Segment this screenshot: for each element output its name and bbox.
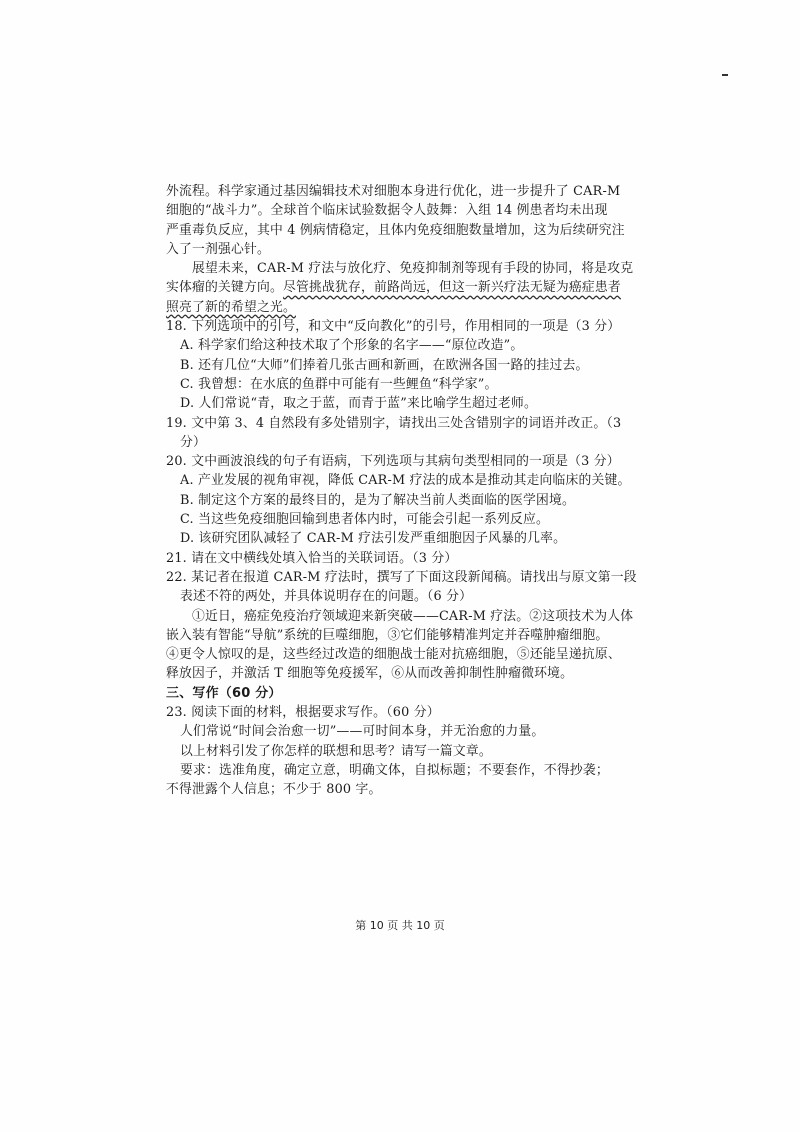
writing-prompt: 以上材料引发了你怎样的联想和思考？请写一篇文章。: [180, 743, 492, 759]
page-footer: 第 10 页 共 10 页: [355, 919, 445, 932]
option-b: B. 制定这个方案的最终目的，是为了解决当前人类面临的医学困境。: [180, 492, 576, 508]
section-title: 三、写作（60 分）: [166, 685, 282, 701]
page-content: [166, 182, 640, 800]
passage-line: ①近日，癌症免疫治疗领域迎来新突破——CAR-M 疗法。②这项技术为人体: [192, 608, 634, 624]
wavy-underlined-sentence: 照亮了新的希望之光。: [166, 299, 296, 315]
passage-line: 嵌入装有智能“导航”系统的巨噬细胞，③它们能够精准判定并吞噬肿瘤细胞。: [166, 627, 609, 643]
article-paragraph-2: [166, 259, 640, 317]
option-b: B. 还有几位“大师”们捧着几张古画和新画，在欧洲各国一路的挂过去。: [180, 357, 589, 373]
question-stem: 20. 文中画波浪线的句子有语病，下列选项与其病句类型相同的一项是（3 分）: [166, 454, 620, 470]
question-19: [166, 414, 640, 453]
text-line: [166, 298, 640, 317]
plain-text: 实体瘤的关键方向。: [166, 280, 283, 296]
text-line: 严重毒负反应，其中 4 例病情稳定，且体内免疫细胞数量增加，这为后续研究注: [166, 222, 625, 238]
question-21: [166, 549, 640, 568]
wavy-underlined-sentence: 尽管挑战犹存，前路尚远，但这一新兴疗法无疑为癌症患者: [282, 280, 621, 296]
requirements-cont: 不得泄露个人信息；不少于 800 字。: [166, 782, 382, 798]
passage-line: ④更令人惊叹的是，这些经过改造的细胞战士能对抗癌细胞，⑤还能呈递抗原、: [166, 647, 621, 663]
option-a: A. 产业发展的视角审视，降低 CAR-M 疗法的成本是推动其走向临床的关键。: [180, 473, 631, 489]
question-stem: 18. 下列选项中的引号，和文中“反向教化”的引号，作用相同的一项是（3 分）: [166, 319, 621, 335]
material-text: 人们常说“时间会治愈一切”——可时间本身，并无治愈的力量。: [180, 724, 545, 740]
passage-line: 释放因子，并激活 T 细胞等免疫援军，⑥从而改善抑制性肿瘤微环境。: [166, 666, 574, 682]
option-d: D. 该研究团队减轻了 CAR-M 疗法引发严重细胞因子风暴的几率。: [180, 531, 567, 547]
question-stem: 19. 文中第 3、4 自然段有多处错别字，请找出三处含错别字的词语并改正。（3: [166, 415, 622, 431]
option-a: A. 科学家们给这种技术取了个形象的名字——“原位改造”。: [180, 338, 524, 354]
question-23: [166, 703, 640, 799]
text-line: 细胞的“战斗力”。全球首个临床试验数据令人鼓舞：入组 14 例患者均未出现: [166, 203, 608, 219]
question-stem-cont: 表述不符的两处，并具体说明存在的问题。（6 分）: [180, 589, 473, 605]
question-stem: 21. 请在文中横线处填入恰当的关联词语。（3 分）: [166, 550, 458, 566]
text-line: [166, 278, 640, 297]
corner-mark: [722, 74, 728, 76]
question-18: [166, 317, 640, 413]
text-line: 入了一剂强心针。: [166, 241, 270, 257]
option-d: D. 人们常说“青，取之于蓝，而青于蓝”来比喻学生超过老师。: [180, 396, 537, 412]
question-stem: 23. 阅读下面的材料，根据要求写作。（60 分）: [166, 705, 440, 721]
requirements: 要求：选准角度，确定立意，明确文体，自拟标题；不要套作，不得抄袭；: [180, 762, 609, 778]
question-stem-cont: 分）: [180, 434, 206, 450]
article-paragraph-1: [166, 182, 640, 259]
question-stem: 22. 某记者在报道 CAR-M 疗法时，撰写了下面这段新闻稿。请找出与原文第一段: [166, 569, 637, 585]
question-20: [166, 452, 640, 548]
option-c: C. 当这些免疫细胞回输到患者体内时，可能会引起一系列反应。: [180, 512, 549, 528]
question-22: [166, 568, 640, 684]
option-c: C. 我曾想：在水底的鱼群中可能有一些鲤鱼“科学家”。: [180, 376, 498, 392]
text-line: 外流程。科学家通过基因编辑技术对细胞本身进行优化，进一步提升了 CAR-M: [166, 184, 621, 199]
text-line: 展望未来，CAR-M 疗法与放化疗、免疫抑制剂等现有手段的协同，将是攻克: [192, 261, 634, 277]
